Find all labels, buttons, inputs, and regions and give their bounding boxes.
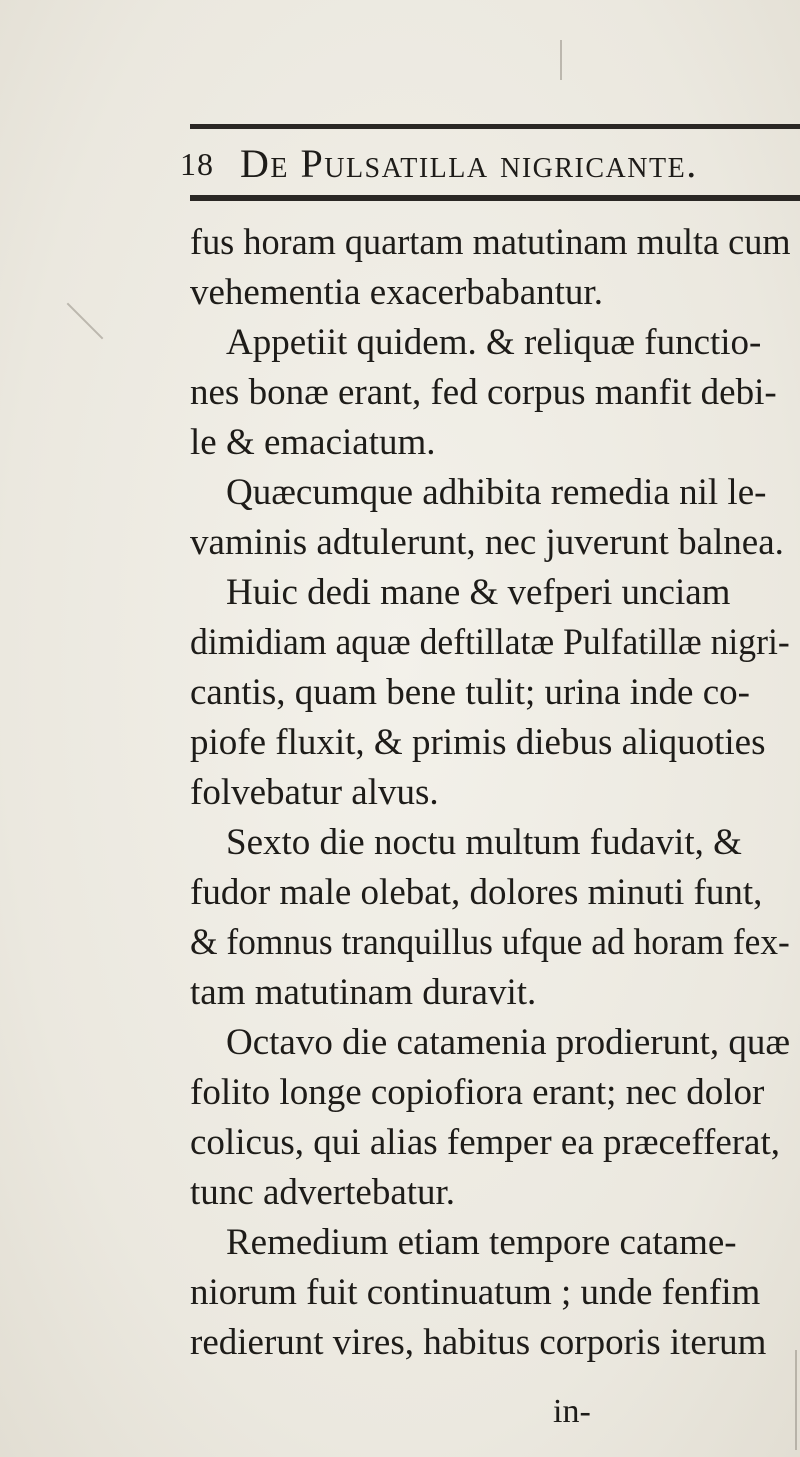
text-line: Appetiit quidem. & reliquæ functio-	[226, 322, 762, 363]
text-line: & fomnus tranquillus ufque ad horam fex-	[190, 922, 790, 963]
catchword: in-	[553, 1393, 591, 1430]
text-line: nes bonæ erant, fed corpus manfit debi-	[190, 372, 777, 413]
text-line: Sexto die noctu multum fudavit, &	[226, 822, 742, 863]
page-number: 18	[180, 146, 214, 182]
text-line: fus horam quartam matutinam multa cum	[190, 222, 791, 263]
header-rule-bottom	[190, 195, 800, 201]
text-line: dimidiam aquæ deftillatæ Pulfatillæ nigri-	[190, 622, 790, 663]
text-line: niorum fuit continuatum ; unde fenfim	[190, 1272, 761, 1313]
text-line: folito longe copiofiora erant; nec dolor	[190, 1072, 765, 1113]
text-line: vehementia exacerbabantur.	[190, 272, 603, 313]
page-header	[180, 136, 780, 186]
text-line: colicus, qui alias femper ea præcefferat,	[190, 1122, 781, 1163]
text-line: vaminis adtulerunt, nec juverunt balnea.	[190, 522, 784, 563]
text-line: tam matutinam duravit.	[190, 972, 537, 1013]
text-line: piofe fluxit, & primis diebus aliquoties	[190, 722, 766, 763]
text-line: cantis, quam bene tulit; urina inde co-	[190, 672, 750, 713]
text-line: Octavo die catamenia prodierunt, quæ	[226, 1022, 791, 1063]
text-line: Quæcumque adhibita remedia nil le-	[226, 472, 767, 513]
paper-mark	[67, 303, 104, 340]
paper-mark	[560, 40, 562, 80]
text-line: redierunt vires, habitus corporis iterum	[190, 1322, 767, 1363]
paper-mark	[795, 1350, 797, 1450]
text-line: Huic dedi mane & vefperi unciam	[226, 572, 731, 613]
text-line: le & emaciatum.	[190, 422, 436, 463]
running-title: De Pulsatilla nigricante.	[240, 141, 698, 186]
text-line: fudor male olebat, dolores minuti funt,	[190, 872, 763, 913]
text-line: Remedium etiam tempore catame-	[226, 1222, 737, 1263]
text-line: tunc advertebatur.	[190, 1172, 456, 1213]
text-line: folvebatur alvus.	[190, 772, 439, 813]
header-rule-top	[190, 124, 800, 129]
